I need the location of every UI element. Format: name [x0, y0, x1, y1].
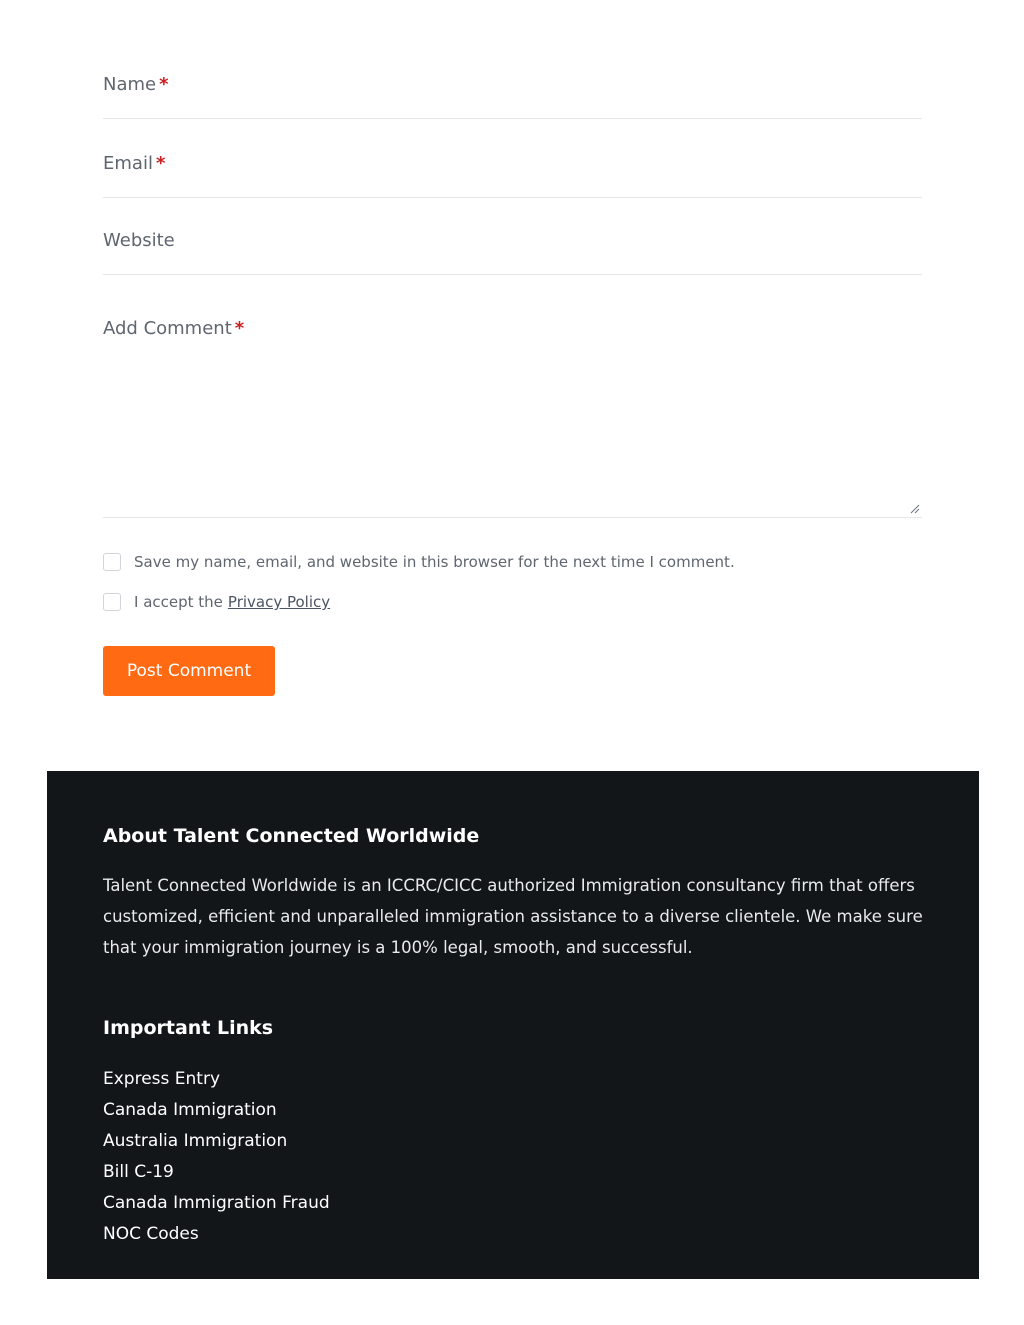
email-field-label: Email *	[103, 153, 166, 174]
save-info-row	[103, 551, 735, 573]
required-asterisk: *	[155, 153, 166, 174]
save-info-label: Save my name, email, and website in this browser for the next time I comment.	[134, 553, 735, 571]
footer-link-bill-c-19[interactable]: Bill C-19	[103, 1162, 174, 1182]
required-asterisk: *	[234, 318, 245, 339]
footer-link-express-entry[interactable]: Express Entry	[103, 1069, 221, 1089]
privacy-policy-link[interactable]: Privacy Policy	[227, 593, 331, 611]
about-heading: About Talent Connected Worldwide	[103, 825, 480, 847]
save-info-checkbox[interactable]	[103, 553, 121, 571]
email-field[interactable]	[103, 139, 922, 198]
privacy-checkbox[interactable]	[103, 593, 121, 611]
name-field-label: Name *	[103, 74, 169, 95]
footer-link-australia-immigration[interactable]: Australia Immigration	[103, 1131, 288, 1151]
important-links-list	[103, 1064, 330, 1250]
comment-textarea[interactable]	[103, 300, 922, 518]
website-field-label: Website	[103, 230, 175, 251]
privacy-label: I accept the	[134, 593, 223, 611]
website-field[interactable]	[103, 217, 922, 275]
comment-field-label: Add Comment *	[103, 318, 245, 339]
post-comment-button[interactable]: Post Comment	[103, 646, 275, 696]
resize-handle-icon[interactable]	[910, 504, 920, 514]
footer-link-canada-immigration-fraud[interactable]: Canada Immigration Fraud	[103, 1193, 330, 1213]
important-links-heading: Important Links	[103, 1017, 274, 1039]
name-field[interactable]	[103, 60, 922, 119]
about-text: Talent Connected Worldwide is an ICCRC/CICC authorized Immigration consultancy firm that offers customized, efficient and unparalleled immigration assistance to a diverse clientele. We make sure that your immigration journey is a 100% legal, smooth, and successful.	[103, 876, 923, 957]
required-asterisk: *	[159, 74, 169, 95]
footer-link-canada-immigration[interactable]: Canada Immigration	[103, 1100, 277, 1120]
privacy-row	[103, 591, 330, 613]
site-footer	[47, 771, 979, 1279]
footer-link-noc-codes[interactable]: NOC Codes	[103, 1224, 199, 1244]
